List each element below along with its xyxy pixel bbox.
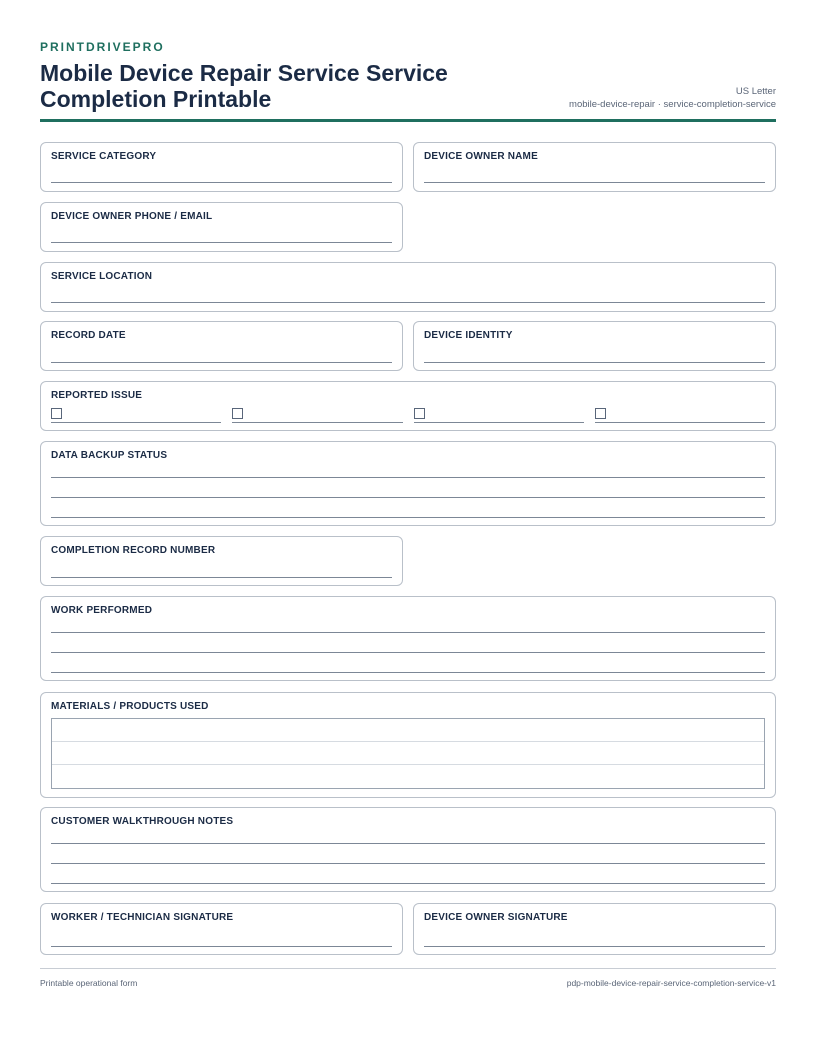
- write-line[interactable]: [424, 182, 765, 183]
- reported-issue-option[interactable]: [232, 407, 402, 423]
- device-owner-name-field[interactable]: [413, 142, 776, 192]
- customer-walkthrough-notes-field[interactable]: [40, 807, 776, 892]
- write-line[interactable]: [51, 242, 392, 243]
- field-label: REPORTED ISSUE: [51, 390, 143, 401]
- reported-issue-options: [51, 407, 765, 423]
- footer-right-text: pdp-mobile-device-repair-service-completion-service-v1: [566, 978, 776, 988]
- checkbox[interactable]: [51, 408, 62, 419]
- write-line[interactable]: [51, 577, 392, 578]
- materials-table: [51, 718, 765, 789]
- signature-line[interactable]: [51, 946, 392, 947]
- field-label: SERVICE CATEGORY: [51, 151, 157, 162]
- signature-line[interactable]: [424, 946, 765, 947]
- reported-issue-field: [40, 381, 776, 431]
- form-header: [40, 40, 776, 122]
- field-label: DATA BACKUP STATUS: [51, 450, 168, 461]
- device-identity-field[interactable]: [413, 321, 776, 371]
- form-page: [40, 40, 776, 122]
- table-row[interactable]: [52, 742, 764, 765]
- write-line[interactable]: [51, 883, 765, 884]
- field-label: DEVICE OWNER PHONE / EMAIL: [51, 211, 213, 222]
- owner-signature-field[interactable]: [413, 903, 776, 955]
- reported-issue-option[interactable]: [414, 407, 584, 423]
- write-line[interactable]: [51, 302, 765, 303]
- footer-left-text: Printable operational form: [40, 978, 138, 988]
- field-label: DEVICE OWNER SIGNATURE: [424, 912, 568, 923]
- field-label: SERVICE LOCATION: [51, 271, 153, 282]
- work-performed-field[interactable]: [40, 596, 776, 681]
- device-owner-contact-field[interactable]: [40, 202, 403, 252]
- table-row[interactable]: [52, 719, 764, 742]
- paper-size: US Letter: [735, 86, 776, 97]
- field-label: DEVICE IDENTITY: [424, 330, 513, 341]
- data-backup-status-field[interactable]: [40, 441, 776, 526]
- field-label: WORKER / TECHNICIAN SIGNATURE: [51, 912, 234, 923]
- checkbox[interactable]: [595, 408, 606, 419]
- completion-record-number-field[interactable]: [40, 536, 403, 586]
- write-line[interactable]: [51, 517, 765, 518]
- field-label: WORK PERFORMED: [51, 605, 153, 616]
- materials-used-field: [40, 692, 776, 798]
- write-line[interactable]: [51, 652, 765, 653]
- brand-name: PRINTDRIVEPRO: [40, 40, 165, 54]
- service-category-field[interactable]: [40, 142, 403, 192]
- write-line[interactable]: [51, 863, 765, 864]
- form-meta: [569, 85, 776, 111]
- record-date-field[interactable]: [40, 321, 403, 371]
- field-label: DEVICE OWNER NAME: [424, 151, 538, 162]
- field-label: CUSTOMER WALKTHROUGH NOTES: [51, 816, 234, 827]
- write-line[interactable]: [51, 182, 392, 183]
- field-label: MATERIALS / PRODUCTS USED: [51, 701, 209, 712]
- reported-issue-option[interactable]: [595, 407, 765, 423]
- table-row[interactable]: [52, 765, 764, 788]
- page-footer: [40, 968, 776, 988]
- checkbox[interactable]: [232, 408, 243, 419]
- technician-signature-field[interactable]: [40, 903, 403, 955]
- write-line[interactable]: [424, 362, 765, 363]
- write-line[interactable]: [51, 362, 392, 363]
- page-title: Mobile Device Repair Service Service Completion Printable: [40, 60, 448, 112]
- write-line[interactable]: [51, 497, 765, 498]
- write-line[interactable]: [51, 632, 765, 633]
- write-line[interactable]: [51, 672, 765, 673]
- checkbox[interactable]: [414, 408, 425, 419]
- write-line[interactable]: [51, 843, 765, 844]
- reported-issue-option[interactable]: [51, 407, 221, 423]
- service-location-field[interactable]: [40, 262, 776, 312]
- field-label: RECORD DATE: [51, 330, 126, 341]
- form-slug: mobile-device-repair · service-completion-service: [569, 99, 776, 110]
- write-line[interactable]: [51, 477, 765, 478]
- field-label: COMPLETION RECORD NUMBER: [51, 545, 216, 556]
